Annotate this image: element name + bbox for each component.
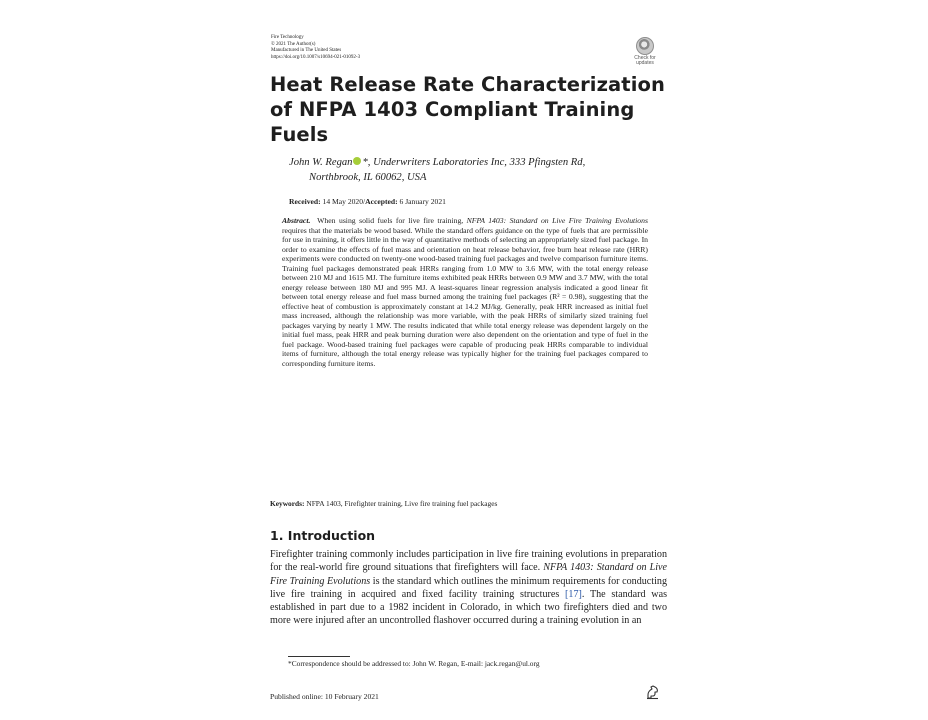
abstract-text-1: When using solid fuels for live fire training, bbox=[317, 216, 464, 225]
intro-text-1: Firefighter training commonly includes participation in live fire training evolutions in preparation for the real-world fire ground situations that firefighters will face. bbox=[270, 549, 667, 574]
keywords-line bbox=[270, 499, 497, 508]
received-label: Received: bbox=[289, 197, 321, 206]
introduction-paragraph bbox=[270, 548, 667, 628]
title-line-1: Heat Release Rate Characterization bbox=[270, 73, 665, 96]
intro-text-3: . The standard was established in part due to a 1982 incident in Colorado, in which two firefighters died and two more were injured after an uncontrolled flashover occurred during a training evolution in an bbox=[270, 588, 668, 627]
title-line-2: of NFPA 1403 Compliant Training Fuels bbox=[270, 98, 635, 146]
check-badge-line2: updates bbox=[636, 60, 654, 67]
article-metadata bbox=[271, 35, 360, 61]
intro-text-2: is the standard which outlines the minimum requirements for conducting live fire training in acquired and fixed facility training structures bbox=[270, 575, 667, 600]
keywords-value: NFPA 1403, Firefighter training, Live fire training fuel packages bbox=[306, 499, 498, 508]
footnote-divider bbox=[288, 656, 350, 657]
doi-link[interactable]: https://doi.org/10.1007/s10694-021-01092-3 bbox=[271, 54, 361, 60]
paper-title bbox=[270, 72, 690, 147]
abstract bbox=[282, 216, 648, 368]
correspondence-footnote: *Correspondence should be addressed to: John W. Regan, E-mail: jack.regan@ul.org bbox=[288, 659, 540, 668]
abstract-text-2: requires that the materials be wood based. While the standard offers guidance on the type of fuels that are permissible for use in training, it offers little in the way of quantitative methods of selecting an appropriately sized fuel package. In order to examine the effects of fuel mass and orientation on heat release behavior, free burn heat release rate (HRR) experiments were conducted on twenty-one wood-based training fuel packages and twelve comparison furniture items. Training fuel packages demonstrated peak HRRs ranging from 1.0 MW to 3.6 MW, with the total energy release between 210 MJ and 1615 MJ. The furniture items exhibited peak HRRs between 0.9 MW and 3.7 MW, with the total energy release between 180 MJ and 995 MJ. A least-squares linear regression analysis indicated a good linear fit between total energy release and fuel mass burned among the training fuel packages (R² = 0.98), suggesting that the effective heat of combustion is approximately constant at 14.2 MJ/kg. Generally, peak HRR increased as initial fuel mass increased, although the relationship was more variable, with the peak HRRs of similarly sized training fuel packages varying by nearly 1 MW. The results indicated that while total energy release was dependent largely on the initial fuel mass, peak HRR and peak burning duration were also dependent on the orientation and type of fuel in the fuel package. Wood-based training fuel packages were capable of producing peak HRRs comparable to individual items of furniture, although the total energy release was typically higher for the training fuel packages compared to corresponding furniture items. bbox=[282, 225, 648, 368]
check-for-updates-text bbox=[629, 56, 661, 66]
received-date: 14 May 2020/ bbox=[322, 197, 366, 206]
journal-name: Fire Technology bbox=[271, 35, 304, 40]
check-for-updates-badge[interactable] bbox=[629, 37, 661, 67]
affiliation-line-1: *, Underwriters Laboratories Inc, 333 Pfingsten Rd, bbox=[362, 157, 586, 168]
accepted-date: 6 January 2021 bbox=[399, 197, 446, 206]
copyright-line: © 2021 The Author(s) bbox=[271, 41, 316, 47]
intro-standard-name: NFPA 1403: Standard on Live Fire Training Evolutions bbox=[270, 562, 667, 587]
springer-horse-icon bbox=[645, 684, 661, 700]
author-name: John W. Regan bbox=[289, 157, 353, 168]
orcid-icon[interactable] bbox=[353, 157, 361, 165]
affiliation-line-2: Northbrook, IL 60062, USA bbox=[309, 171, 427, 183]
abstract-standard-name: NFPA 1403: Standard on Live Fire Training Evolutions bbox=[466, 216, 648, 225]
author-block bbox=[289, 156, 689, 185]
dates-line bbox=[289, 197, 446, 206]
published-online: Published online: 10 February 2021 bbox=[270, 692, 379, 701]
check-badge-line1: Check for bbox=[634, 55, 656, 61]
manufactured-line: Manufactured in The United States bbox=[271, 48, 342, 54]
citation-link[interactable]: [17] bbox=[565, 588, 582, 600]
crossmark-icon bbox=[636, 37, 654, 55]
keywords-label: Keywords: bbox=[270, 499, 305, 508]
accepted-label: Accepted: bbox=[365, 197, 398, 206]
abstract-label: Abstract. bbox=[282, 216, 311, 225]
section-heading-introduction: 1. Introduction bbox=[270, 528, 376, 543]
